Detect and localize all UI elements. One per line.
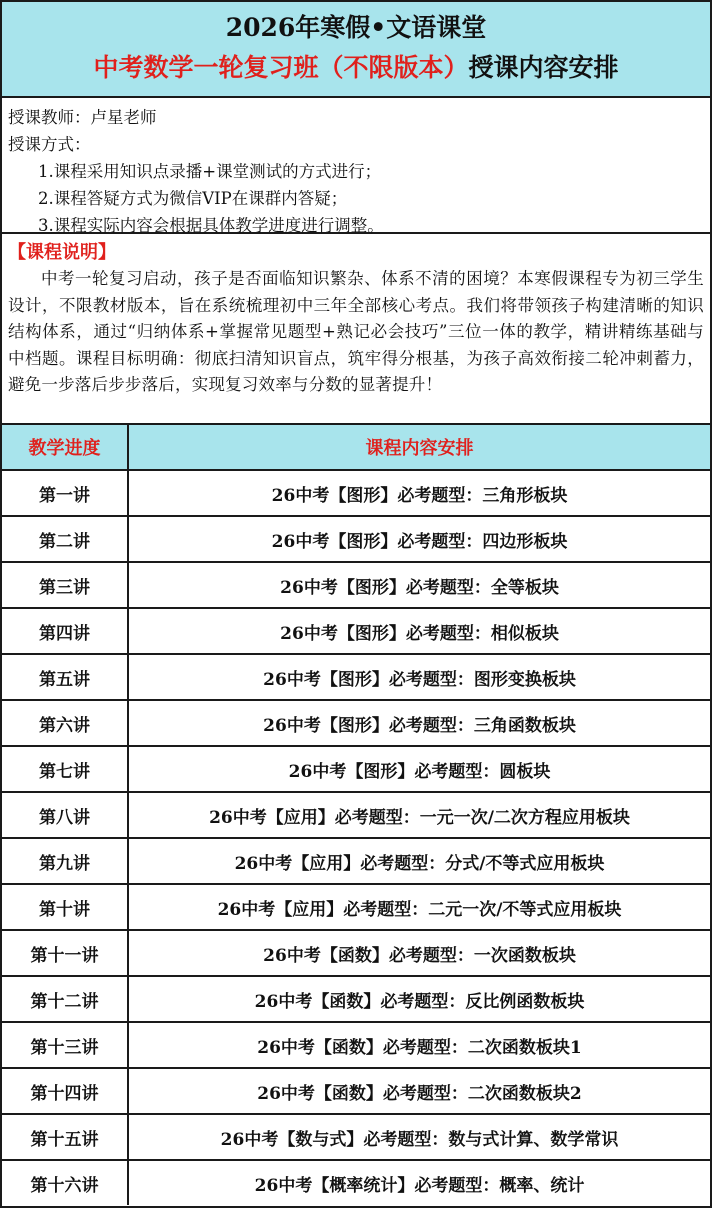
lesson-cell: 第一讲 <box>2 470 128 516</box>
table-row <box>2 654 710 700</box>
lesson-cell: 第十五讲 <box>2 1114 128 1160</box>
content-cell: 26中考【图形】必考题型：图形变换板块 <box>128 654 710 700</box>
table-row <box>2 562 710 608</box>
lesson-cell: 第四讲 <box>2 608 128 654</box>
content-cell: 26中考【函数】必考题型：二次函数板块1 <box>128 1022 710 1068</box>
lesson-cell: 第六讲 <box>2 700 128 746</box>
description-heading: 【课程说明】 <box>8 242 116 263</box>
content-cell: 26中考【图形】必考题型：三角形板块 <box>128 470 710 516</box>
table-row <box>2 746 710 792</box>
content-cell: 26中考【概率统计】必考题型：概率、统计 <box>128 1160 710 1205</box>
schedule-label: 授课内容安排 <box>468 53 619 82</box>
content-cell: 26中考【图形】必考题型：全等板块 <box>128 562 710 608</box>
lesson-cell: 第十二讲 <box>2 976 128 1022</box>
content-cell: 26中考【函数】必考题型：一次函数板块 <box>128 930 710 976</box>
table-row <box>2 1022 710 1068</box>
method-item: 3.课程实际内容会根据具体教学进度进行调整。 <box>38 216 384 235</box>
lesson-cell: 第十一讲 <box>2 930 128 976</box>
content-cell: 26中考【函数】必考题型：反比例函数板块 <box>128 976 710 1022</box>
table-row <box>2 470 710 516</box>
content-cell: 26中考【应用】必考题型：一元一次/二次方程应用板块 <box>128 792 710 838</box>
table-row <box>2 1068 710 1114</box>
teacher-info <box>2 98 710 234</box>
content-cell: 26中考【函数】必考题型：二次函数板块2 <box>128 1068 710 1114</box>
table-row <box>2 608 710 654</box>
header <box>2 2 710 98</box>
column-header-content: 课程内容安排 <box>128 425 710 470</box>
method-label: 授课方式： <box>8 135 91 154</box>
table-row <box>2 1114 710 1160</box>
table-row <box>2 976 710 1022</box>
method-item: 1.课程采用知识点录播+课堂测试的方式进行； <box>38 162 382 181</box>
table-row <box>2 516 710 562</box>
lesson-cell: 第九讲 <box>2 838 128 884</box>
lesson-cell: 第五讲 <box>2 654 128 700</box>
method-item: 2.课程答疑方式为微信VIP在课群内答疑； <box>38 189 348 208</box>
page-title: 2026年寒假•文语课堂 <box>225 13 487 42</box>
table-row <box>2 930 710 976</box>
lesson-cell: 第七讲 <box>2 746 128 792</box>
table-row <box>2 884 710 930</box>
lesson-cell: 第八讲 <box>2 792 128 838</box>
lesson-cell: 第十讲 <box>2 884 128 930</box>
table-row <box>2 1160 710 1205</box>
content-cell: 26中考【图形】必考题型：相似板块 <box>128 608 710 654</box>
column-header-progress: 教学进度 <box>2 425 128 470</box>
content-cell: 26中考【数与式】必考题型：数与式计算、数学常识 <box>128 1114 710 1160</box>
page-subtitle <box>2 50 710 86</box>
lesson-cell: 第十六讲 <box>2 1160 128 1205</box>
course-description <box>2 234 710 425</box>
content-cell: 26中考【应用】必考题型：分式/不等式应用板块 <box>128 838 710 884</box>
schedule-table <box>2 425 710 1205</box>
method-list <box>8 158 704 239</box>
instructor-line: 授课教师：卢星老师 <box>8 108 157 127</box>
lesson-cell: 第二讲 <box>2 516 128 562</box>
content-cell: 26中考【图形】必考题型：三角函数板块 <box>128 700 710 746</box>
content-cell: 26中考【应用】必考题型：二元一次/不等式应用板块 <box>128 884 710 930</box>
lesson-cell: 第十四讲 <box>2 1068 128 1114</box>
lesson-cell: 第三讲 <box>2 562 128 608</box>
content-cell: 26中考【图形】必考题型：圆板块 <box>128 746 710 792</box>
lesson-cell: 第十三讲 <box>2 1022 128 1068</box>
table-header-row <box>2 425 710 470</box>
description-body: 中考一轮复习启动，孩子是否面临知识繁杂、体系不清的困境？本寒假课程专为初三学生设计，不限教材版本，旨在系统梳理初中三年全部核心考点。我们将带领孩子构建清晰的知识结构体系，通过“归纳体系+掌握常见题型+熟记必会技巧”三位一体的教学，精讲精练基础与中档题。课程目标明确：彻底扫清知识盲点，筑牢得分根基，为孩子高效衔接二轮冲刺蓄力，避免一步落后步步落后，实现复习效率与分数的显著提升！ <box>8 269 704 394</box>
table-row <box>2 700 710 746</box>
table-row <box>2 838 710 884</box>
table-row <box>2 792 710 838</box>
content-cell: 26中考【图形】必考题型：四边形板块 <box>128 516 710 562</box>
course-name: 中考数学一轮复习班（不限版本） <box>93 53 469 82</box>
